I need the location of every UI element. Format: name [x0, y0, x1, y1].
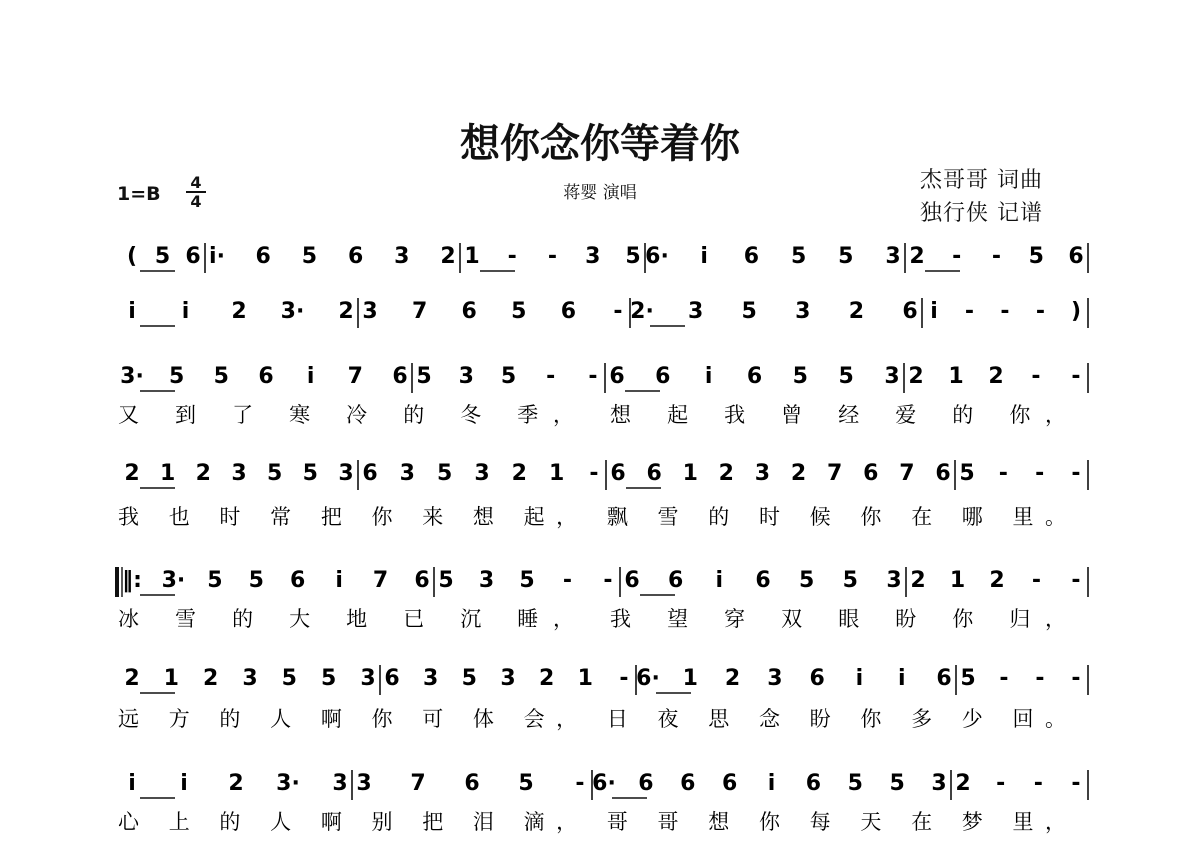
note: 6: [461, 299, 477, 324]
note: 7: [410, 771, 426, 796]
note: 6: [743, 244, 760, 269]
note: 2: [511, 461, 527, 486]
note: 6: [610, 461, 626, 486]
note: 5: [302, 461, 318, 486]
note: 5: [625, 244, 641, 269]
singer-credit: 蒋婴 演唱: [563, 183, 637, 203]
note: 5: [799, 568, 815, 593]
note: 5: [500, 364, 517, 389]
note: 6: [935, 461, 951, 486]
note: 3: [474, 461, 490, 486]
note: i: [181, 299, 190, 324]
note: i: [700, 244, 708, 269]
note: 1: [464, 244, 480, 269]
note: -: [619, 666, 629, 691]
note: 5: [438, 568, 454, 593]
note: 1: [682, 461, 698, 486]
note: -: [1000, 299, 1010, 324]
note: 6: [384, 666, 400, 691]
note: 2: [338, 299, 354, 324]
note: 5: [169, 364, 185, 389]
note: 5: [248, 568, 264, 593]
lyric-line: 心 上 的 人 啊 别 把 泪 滴， 哥 哥 想 你 每 天 在 梦 里，: [118, 810, 1066, 834]
note: -: [996, 771, 1006, 796]
note: 2: [203, 666, 219, 691]
note: 6·: [645, 244, 669, 269]
note: 6: [185, 244, 201, 269]
note: 3: [754, 461, 771, 486]
note: 7: [411, 299, 428, 324]
key-signature: 1=B: [117, 183, 161, 205]
note: 3: [458, 364, 474, 389]
note: 6: [746, 364, 763, 389]
note: 3: [394, 244, 410, 269]
note: 3: [360, 666, 376, 691]
note: 2: [955, 771, 971, 796]
lyric-line: 我 也 时 常 把 你 来 想 起， 飘 雪 的 时 候 你 在 哪 里。: [118, 505, 1066, 529]
note: 3: [231, 461, 247, 486]
note: 5: [838, 244, 854, 269]
note: -: [603, 568, 613, 593]
note: 6: [392, 364, 408, 389]
note: 2: [195, 461, 211, 486]
note: 5: [321, 666, 337, 691]
note: 6: [721, 771, 738, 796]
note: i: [335, 568, 343, 593]
note: -: [575, 771, 585, 796]
note: 2: [124, 666, 140, 691]
note: 2: [910, 568, 926, 593]
note: 6: [805, 771, 822, 796]
note: 1: [949, 568, 966, 593]
note: -: [991, 244, 1002, 269]
note: 2: [790, 461, 807, 486]
note: -: [1031, 568, 1042, 593]
note: 5: [838, 364, 854, 389]
note: -: [952, 244, 962, 269]
note: -: [1071, 461, 1081, 486]
note: 2: [718, 461, 734, 486]
note: -: [562, 568, 573, 593]
note: 6: [809, 666, 825, 691]
note: 6: [668, 568, 684, 593]
note: 5: [154, 244, 171, 269]
note: 3·: [280, 299, 305, 324]
note: 5: [842, 568, 858, 593]
note: -: [1035, 461, 1045, 486]
note: 3·: [276, 771, 300, 796]
note: 6: [638, 771, 654, 796]
note: 6·: [636, 666, 660, 691]
note: 2·: [630, 299, 654, 324]
note: -: [999, 666, 1009, 691]
note: 6: [362, 461, 378, 486]
note: 2: [988, 364, 1004, 389]
note: 5: [518, 771, 534, 796]
note: -: [1071, 364, 1081, 389]
note: 5: [437, 461, 453, 486]
note: 6: [290, 568, 306, 593]
note: 3: [687, 299, 704, 324]
note: 5: [301, 244, 318, 269]
note: 2: [724, 666, 741, 691]
note: 3: [795, 299, 811, 324]
note: 2: [124, 461, 140, 486]
note: 6: [258, 364, 274, 389]
note: 3·: [161, 568, 186, 593]
note: -: [1031, 364, 1041, 389]
note: i: [930, 299, 938, 324]
note: 3: [767, 666, 783, 691]
note: ): [1070, 299, 1082, 324]
note: 1: [948, 364, 964, 389]
note: 5: [281, 666, 297, 691]
note: 3: [356, 771, 372, 796]
note: -: [1071, 666, 1081, 691]
note: 6: [646, 461, 662, 486]
note: -: [546, 364, 556, 389]
note: 3: [585, 244, 601, 269]
note: 5: [511, 299, 527, 324]
note: -: [1071, 771, 1081, 796]
note: 6: [863, 461, 879, 486]
note: 3: [242, 666, 258, 691]
note: i: [715, 568, 724, 593]
note: 3: [478, 568, 495, 593]
note: 3: [338, 461, 354, 486]
note: -: [998, 461, 1008, 486]
note: 3: [423, 666, 439, 691]
note: i: [767, 771, 776, 796]
note: 3: [500, 666, 516, 691]
note: 5: [960, 666, 976, 691]
note: 5: [267, 461, 283, 486]
note: 6: [414, 568, 430, 593]
note: 3: [886, 568, 902, 593]
note: i: [128, 299, 136, 324]
song-title: 想你念你等着你: [460, 121, 740, 167]
note: 6: [464, 771, 480, 796]
note: 6: [624, 568, 640, 593]
note: 5: [792, 364, 808, 389]
note: 2: [908, 364, 924, 389]
note: 7: [347, 364, 363, 389]
note: 7: [827, 461, 843, 486]
note: i: [855, 666, 864, 691]
note: 1: [160, 461, 176, 486]
note: i: [897, 666, 906, 691]
time-denominator: 4: [186, 191, 206, 210]
note: 3: [885, 244, 901, 269]
note: 2: [539, 666, 555, 691]
note: 6: [755, 568, 771, 593]
note: 2: [989, 568, 1005, 593]
note: 6: [347, 244, 364, 269]
note: 7: [372, 568, 389, 593]
note: 2: [440, 244, 456, 269]
note: 6: [560, 299, 577, 324]
note: 5: [213, 364, 229, 389]
note: 6: [255, 244, 271, 269]
note: -: [1033, 771, 1043, 796]
note: 1: [549, 461, 565, 486]
note: 3: [332, 771, 348, 796]
note: -: [547, 244, 558, 269]
note: 3: [399, 461, 415, 486]
note: 2: [848, 299, 865, 324]
note: i: [180, 771, 188, 796]
note: 1: [577, 666, 593, 691]
note: i: [128, 771, 136, 796]
note: 3: [931, 771, 947, 796]
note: 6: [680, 771, 696, 796]
note: (: [126, 244, 138, 269]
note: -: [1035, 299, 1046, 324]
note: 6: [609, 364, 625, 389]
note: 3·: [120, 364, 144, 389]
note: 6: [936, 666, 952, 691]
note: 3: [362, 299, 378, 324]
note: -: [1035, 666, 1045, 691]
note: 6: [655, 364, 671, 389]
note: 5: [207, 568, 223, 593]
note: -: [589, 461, 599, 486]
note: 5: [959, 461, 975, 486]
note: -: [964, 299, 975, 324]
note: 5: [790, 244, 807, 269]
note: 5: [461, 666, 477, 691]
note: -: [1071, 568, 1081, 593]
note: -: [613, 299, 623, 324]
note: ‖:: [122, 568, 142, 593]
note: 2: [231, 299, 247, 324]
note: 1: [682, 666, 698, 691]
note: i: [306, 364, 315, 389]
note: i: [704, 364, 713, 389]
note: 5: [416, 364, 432, 389]
note: 6: [902, 299, 918, 324]
note: 5: [889, 771, 905, 796]
note: 6·: [592, 771, 616, 796]
note: 5: [1028, 244, 1044, 269]
transcriber-credit: 独行侠 记谱: [920, 201, 1043, 226]
lyricist-composer-credit: 杰哥哥 词曲: [920, 168, 1043, 193]
note: -: [588, 364, 598, 389]
note: 6: [1068, 244, 1084, 269]
note: 5: [847, 771, 863, 796]
note: 2: [909, 244, 925, 269]
note: 7: [899, 461, 915, 486]
lyric-line: 远 方 的 人 啊 你 可 体 会， 日 夜 思 念 盼 你 多 少 回。: [118, 707, 1066, 731]
note: 3: [884, 364, 900, 389]
note: 1: [163, 666, 179, 691]
note: 5: [519, 568, 535, 593]
lyric-line: 冰 雪 的 大 地 已 沉 睡， 我 望 穿 双 眼 盼 你 归，: [118, 607, 1066, 631]
note: i·: [209, 244, 225, 269]
note: -: [507, 244, 517, 269]
note: 5: [741, 299, 757, 324]
lyric-line: 又 到 了 寒 冷 的 冬 季， 想 起 我 曾 经 爱 的 你，: [118, 403, 1066, 427]
note: 2: [228, 771, 244, 796]
time-numerator: 4: [190, 173, 202, 192]
